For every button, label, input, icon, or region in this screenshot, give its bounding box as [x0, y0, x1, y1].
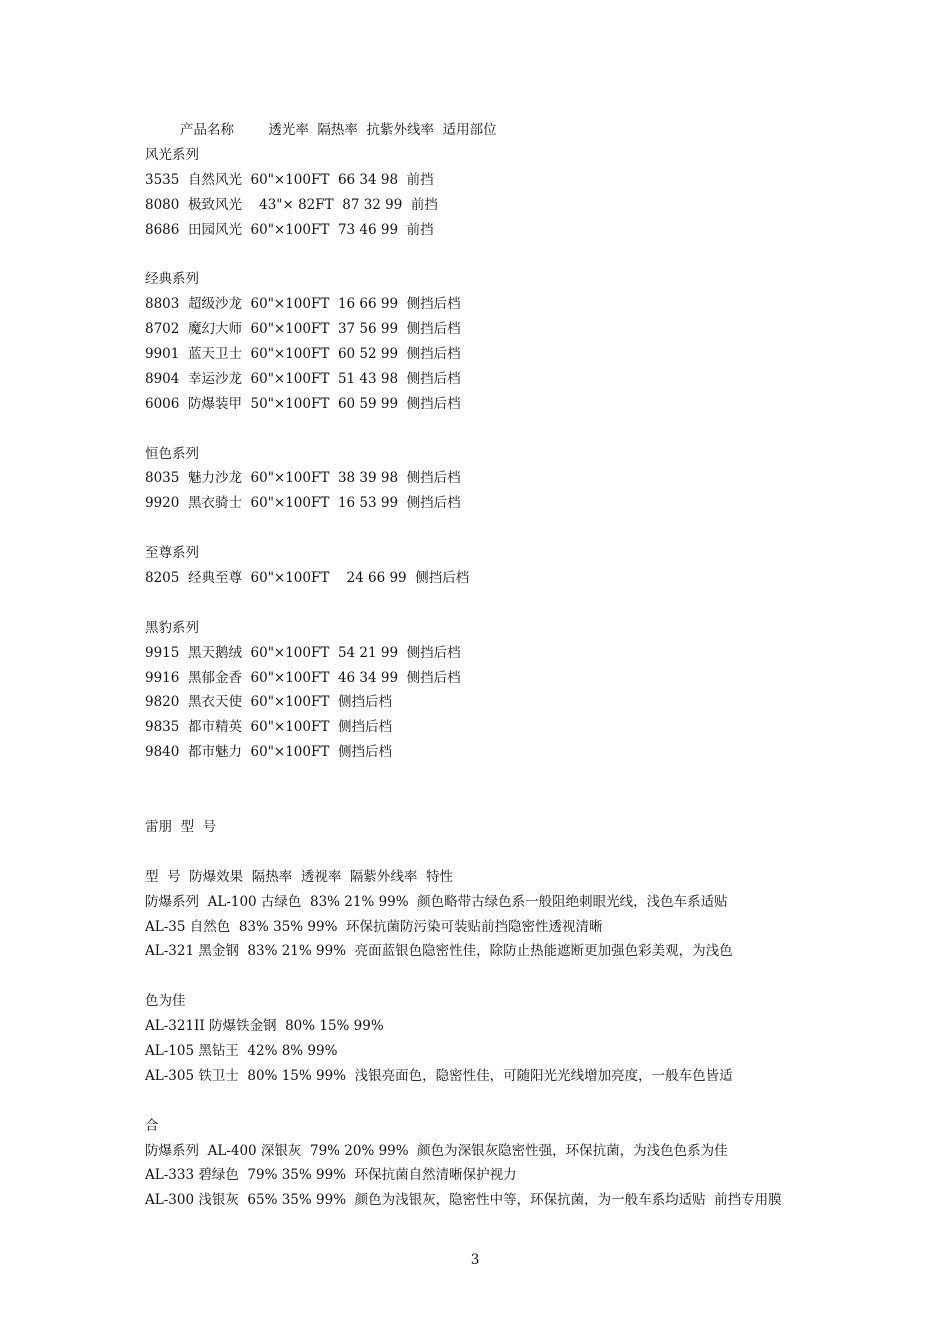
- product-line: 6006 防爆装甲 50"×100FT 60 59 99 侧挡后档: [145, 395, 461, 412]
- series-title: 黑豹系列: [145, 619, 199, 636]
- brand-title: 雷朋 型 号: [145, 818, 217, 835]
- spacer: [145, 516, 905, 541]
- product-line: 9920 黑衣骑士 60"×100FT 16 53 99 侧挡后档: [145, 495, 461, 512]
- product-line: 8686 田园风光 60"×100FT 73 46 99 前挡: [145, 221, 434, 238]
- page-number: 3: [470, 1252, 480, 1268]
- brand-product-line: 防爆系列 AL-100 古绿色 83% 21% 99% 颜色略带古绿色系一般阻绝刺眼光线，浅色车系适贴: [145, 893, 728, 910]
- brand-product-line: AL-105 黑钻王 42% 8% 99%: [145, 1042, 338, 1059]
- spacer: [145, 765, 905, 815]
- brand-product-line: AL-321II 防爆铁金钢 80% 15% 99%: [145, 1018, 384, 1035]
- series-title: 经典系列: [145, 271, 199, 288]
- product-line: 8803 超级沙龙 60"×100FT 16 66 99 侧挡后档: [145, 296, 461, 313]
- product-line: 9901 蓝天卫士 60"×100FT 60 52 99 侧挡后档: [145, 346, 461, 363]
- product-line: 9915 黑天鹅绒 60"×100FT 54 21 99 侧挡后档: [145, 644, 461, 661]
- brand-product-line: 合: [145, 1117, 159, 1134]
- product-line: 8904 幸运沙龙 60"×100FT 51 43 98 侧挡后档: [145, 370, 461, 387]
- brand-product-line: AL-305 铁卫士 80% 15% 99% 浅银亮面色，隐密性佳，可随阳光光线增加亮度，一般车色皆适: [145, 1067, 733, 1084]
- product-line: 3535 自然风光 60"×100FT 66 34 98 前挡: [145, 171, 434, 188]
- product-line: 9835 都市精英 60"×100FT 侧挡后档: [145, 719, 392, 736]
- product-line: 8205 经典至尊 60"×100FT 24 66 99 侧挡后档: [145, 570, 470, 587]
- brand-product-line: AL-35 自然色 83% 35% 99% 环保抗菌防污染可装贴前挡隐密性透视清晰: [145, 918, 603, 935]
- product-line: 8035 魅力沙龙 60"×100FT 38 39 98 侧挡后档: [145, 470, 461, 487]
- spacer: [145, 591, 905, 616]
- brand-table-header: 型 号 防爆效果 隔热率 透视率 隔紫外线率 特性: [145, 868, 453, 885]
- series-title: 至尊系列: [145, 545, 199, 562]
- product-line: 9916 黑郁金香 60"×100FT 46 34 99 侧挡后档: [145, 669, 461, 686]
- product-line: 9820 黑衣天使 60"×100FT 侧挡后档: [145, 694, 392, 711]
- product-line: 9840 都市魅力 60"×100FT 侧挡后档: [145, 744, 392, 761]
- product-line: 8702 魔幻大师 60"×100FT 37 56 99 侧挡后档: [145, 321, 461, 338]
- brand-product-line: 防爆系列 AL-400 深银灰 79% 20% 99% 颜色为深银灰隐密性强，环保抗菌，为浅色色系为佳: [145, 1142, 728, 1159]
- brand-product-line: AL-333 碧绿色 79% 35% 99% 环保抗菌自然清晰保护视力: [145, 1167, 517, 1184]
- spacer: [145, 840, 905, 865]
- brand-product-line: 色为佳: [145, 993, 186, 1010]
- series-title: 风光系列: [145, 146, 199, 163]
- series-title: 恒色系列: [145, 445, 199, 462]
- product-line: 8080 极致风光 43"× 82FT 87 32 99 前挡: [145, 196, 438, 213]
- brand-product-line: AL-321 黑金钢 83% 21% 99% 亮面蓝银色隐密性佳，除防止热能遮断更加强色彩美观，为浅色: [145, 943, 733, 960]
- brand-product-line: AL-300 浅银灰 65% 35% 99% 颜色为浅银灰，隐密性中等，环保抗菌，为一般车系均适贴 前挡专用膜: [145, 1192, 782, 1209]
- document-body: [145, 118, 905, 1213]
- spacer: [145, 242, 905, 267]
- spacer: [145, 1089, 905, 1114]
- spacer: [145, 964, 905, 989]
- table-header: 产品名称 透光率 隔热率 抗紫外线率 适用部位: [180, 122, 497, 138]
- spacer: [145, 417, 905, 442]
